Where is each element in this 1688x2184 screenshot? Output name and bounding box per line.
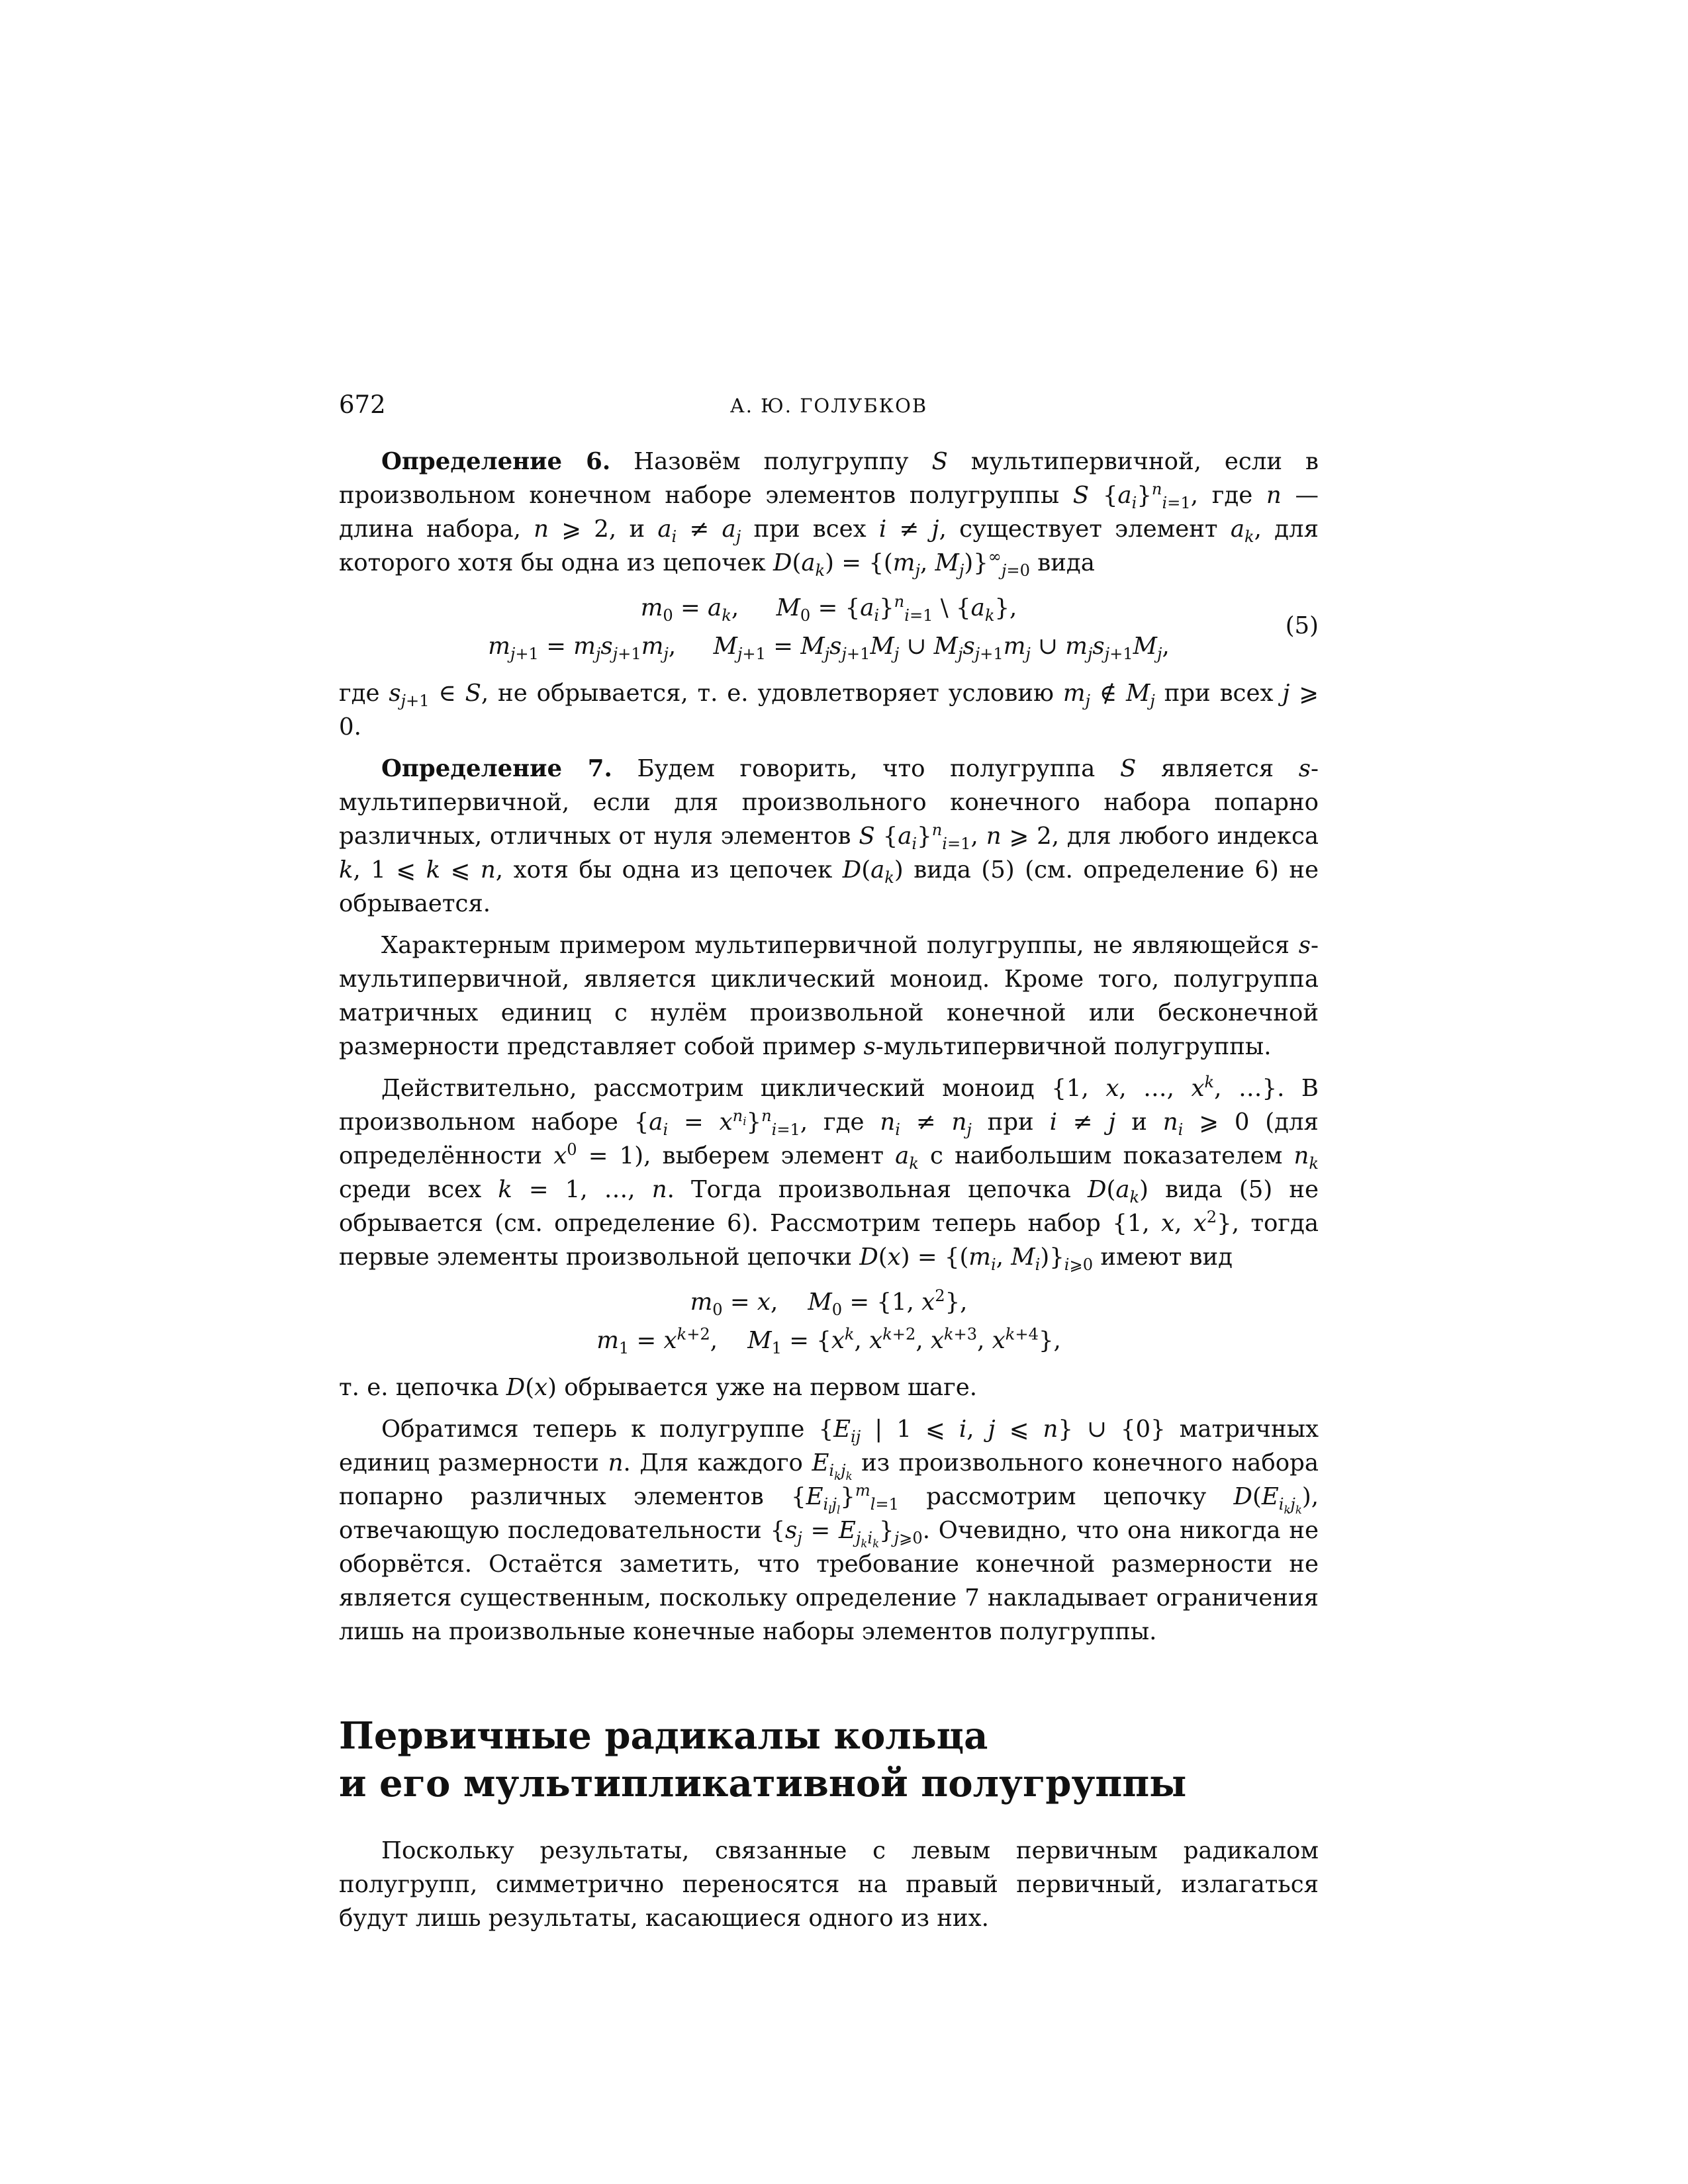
- running-head: [339, 388, 1319, 422]
- equation-cyclic-line-1: $m_0 = x$, $M_0 = \{1$, $x^2$},: [690, 1287, 968, 1320]
- cyclic-monoid-paragraph: Действительно, рассмотрим циклический моноид {1, x, …, $x^k$, …}. В произвольном наборе $\{a_i = x^{n_i}\}^n_{i=1}$, где $n_i \ne n_j$ при i ≠ j и $n_i$ ⩾ 0 (для определённости $x^0 = 1$), выберем элемент $a_k$ с наибольшим показателем $n_k$ среди всех k = 1, …, n. Тогда произвольная цепочка $D(a_k)$ вида (5) не обрывается (см. определение 6). Рассмотрим теперь набор {1, x, $x^2$}, тогда первые элементы произвольной цепочки $D(x) = \{(m_i$, $M_i)\}_{i⩾0}$ имеют вид: [339, 1073, 1319, 1275]
- equation-cyclic-line-2: $m_1 = x^{k+2}$, $M_1 = \{x^k$, $x^{k+2}$, $x^{k+3}$, $x^{k+4}$},: [596, 1325, 1061, 1358]
- example-paragraph: Характерным примером мультипервичной полугруппы, не являющейся s-мультипервичной, является циклический моноид. Кроме того, полугруппа матричных единиц с нулём произвольной конечной или бесконечной размерности представляет собой пример s-мультипервичной полугруппы.: [339, 932, 1319, 1060]
- equation-5-line-2: $m_{j+1} = m_js_{j+1}m_j$, $M_{j+1} = M_js_{j+1}M_j$ ∪ $M_js_{j+1}m_j$ ∪ $m_js_{j+1}M_j$,: [488, 633, 1170, 664]
- equation-5-line-1: $m_0 = a_k$, $M_0 = \{a_i\}^n_{i=1}$ \ $\{a_k\}$,: [640, 592, 1017, 625]
- equation-5: [339, 589, 1319, 666]
- definition-6-label: Определение 6.: [381, 448, 611, 475]
- section-heading: [339, 1712, 1319, 1807]
- equation-cyclic: [339, 1283, 1319, 1360]
- section-heading-line-1: Первичные радикалы кольца: [339, 1714, 988, 1758]
- running-head-author: А. Ю. ГОЛУБКОВ: [729, 394, 928, 417]
- page-content: [339, 388, 1319, 1935]
- definition-7: Определение 7. Будем говорить, что полугруппа S является s-мультипервичной, если для произвольного конечного набора попарно различных, отличных от нуля элементов S $\{a_i\}^n_{i=1}$, n ⩾ 2, для любого индекса k, 1 ⩽ k ⩽ n, хотя бы одна из цепочек $D(a_k)$ вида (5) (см. определение 6) не обрывается.: [339, 755, 1319, 917]
- equation-cyclic-followup: т. е. цепочка D(x) обрывается уже на первом шаге.: [339, 1374, 978, 1401]
- matrix-units-paragraph: Обратимся теперь к полугруппе {$E_{ij}$ | 1 ⩽ i, j ⩽ n} ∪ {0} матричных единиц размерности n. Для каждого $E_{i_kj_k}$ из произвольного конечного набора попарно различных элементов $\{E_{i_lj_l}\}^m_{l=1}$ рассмотрим цепочку $D(E_{i_kj_k})$, отвечающую последовательности $\{s_j = E_{j_ki_k}\}_{j⩾0}$. Очевидно, что она никогда не оборвётся. Остаётся заметить, что требование конечной размерности не является существенным, поскольку определение 7 накладывает ограничения лишь на произвольные конечные наборы элементов полугруппы.: [339, 1416, 1319, 1645]
- final-paragraph: Поскольку результаты, связанные с левым первичным радикалом полугрупп, симметрично переносятся на правый первичный, излагаться будут лишь результаты, касающиеся одного из них.: [339, 1837, 1319, 1932]
- definition-7-label: Определение 7.: [381, 755, 612, 782]
- section-heading-line-2: и его мультипликативной полугруппы: [339, 1762, 1187, 1805]
- equation-5-number: (5): [1285, 612, 1319, 639]
- definition-6: Определение 6. Назовём полугруппу S мультипервичной, если в произвольном конечном наборе элементов полугруппы S $\{a_i\}^n_{i=1}$, где n — длина набора, n ⩾ 2, и $a_i \ne a_j$ при всех i ≠ j, существует элемент $a_k$, для которого хотя бы одна из цепочек $D(a_k) = \{(m_j$, $M_j)\}^\infty_{j=0}$ вида: [339, 448, 1319, 580]
- equation-5-followup: где $s_{j+1}$ ∈ S, не обрывается, т. е. удовлетворяет условию $m_j$ ∉ $M_j$ при всех j ⩾ 0.: [339, 680, 1319, 741]
- page-number: 672: [339, 390, 386, 419]
